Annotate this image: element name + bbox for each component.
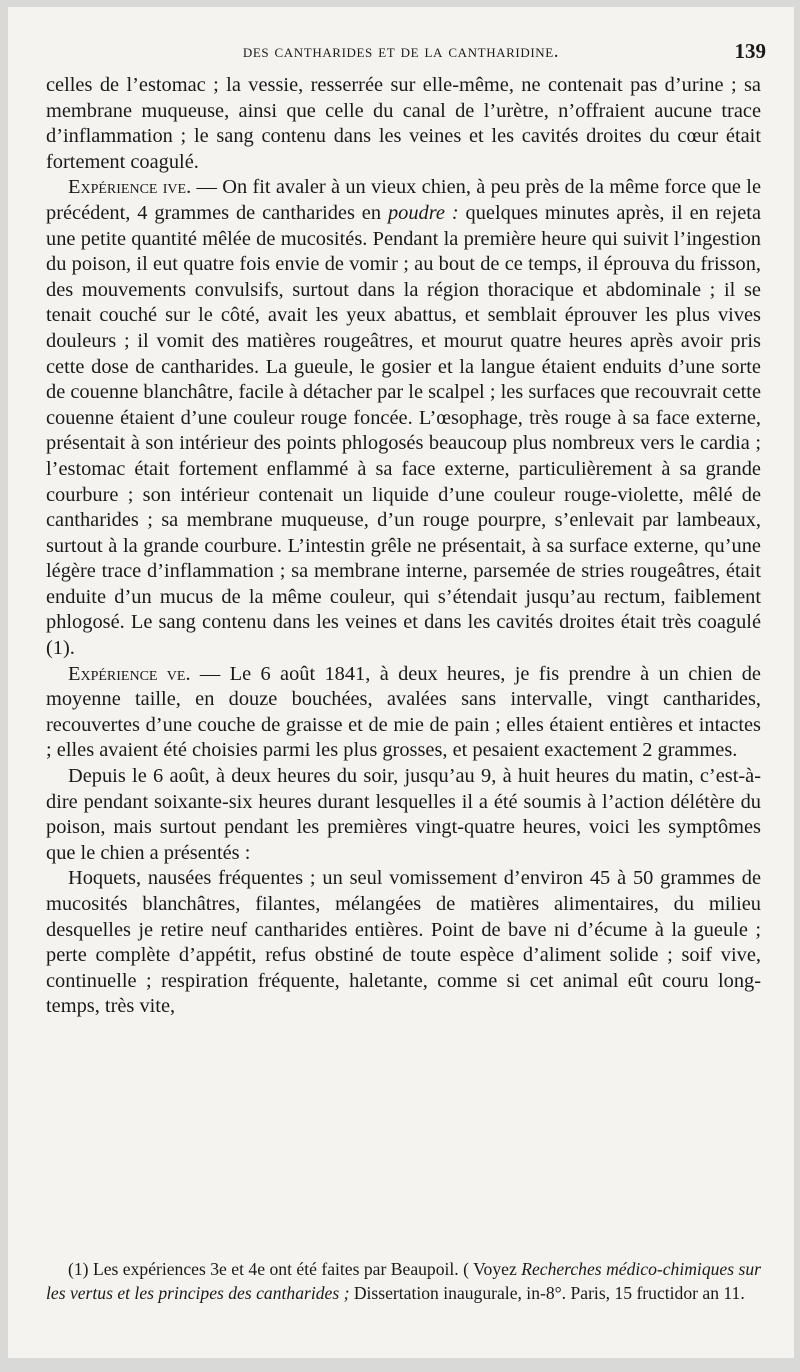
footnote-text-a: (1) Les expériences 3e et 4e ont été faites par Beaupoil. ( Voyez — [68, 1259, 522, 1279]
running-title: des cantharides et de la cantharidine. — [242, 41, 560, 62]
paragraph-symptoms-intro: Depuis le 6 août, à deux heures du soir, jusqu’au 9, à huit heures du matin, c’est-à-dire pendant soixante-six heures durant lesquelles il a été soumis à l’action délétère du poison, mais surtout pendant les premières vingt-quatre heures, voici les symptômes que le chien a présentés : — [46, 765, 761, 864]
footnote-1 — [46, 1257, 761, 1305]
experience-4-text-b: quelques minutes après, il en rejeta une petite quantité mêlée de mucosités. Pendant la première heure qui suivit l’ingestion du poison, il eut quatre fois envie de vomir ; au bout de ce temps, il éprouva du frisson, des mouvements convulsifs, surtout dans la région thoracique et abdominale ; il se tenait couché sur le côté, avait les yeux abattus, et semblait éprouver les plus vives douleurs ; il vomit des matières rougeâtres, et mourut quatre heures après avoir pris cette dose de cantharides. La gueule, le gosier et la langue étaient enduits d’une sorte de couenne blanchâtre, facile à détacher par le scalpel ; les surfaces que recouvrait cette couenne étaient d’une couleur rouge foncée. L’œsophage, très rouge à sa face externe, présentait à son intérieur des points phlogosés beaucoup plus nombreux vers le cardia ; l’estomac était fortement enflammé à sa face externe, particulièrement à sa grande courbure ; son intérieur contenait un liquide d’une couleur rouge-violette, mêlé de cantharides ; sa membrane muqueuse, d’un rouge pourpre, s’enlevait par lambeaux, surtout à la grande courbure. L’intestin grêle ne présentait, à sa surface externe, qu’une légère trace d’inflammation ; sa membrane interne, parsemée de stries rougeâtres, était enduite d’un mucus de la même couleur, qui s’étendait jusqu’au rectum, faiblement phlogosé. Le sang contenu dans les veines et dans les cavités droites était très coagulé (1). — [46, 201, 762, 660]
footnote-title: Recherches médico-chimiques sur les vertus et les principes des cantharides ; — [46, 1259, 761, 1303]
page-number: 139 — [734, 39, 766, 63]
body-text — [46, 73, 761, 1020]
paragraph-experience-4 — [46, 175, 761, 661]
experience-4-label: Expérience ive. — [68, 176, 192, 199]
experience-5-text: — Le 6 août 1841, à deux heures, je fis prendre à un chien de moyenne taille, en douze bouchées, avalées sans intervalle, vingt cantharides, recouvertes d’une couche de graisse et de mie de pain ; elles étaient entières et intactes ; elles avaient été choisies parmi les plus grosses, et pesaient exactement 2 grammes. — [46, 662, 761, 762]
experience-4-emphasis: poudre : — [387, 201, 459, 224]
book-page — [8, 7, 794, 1358]
experience-4-text-a: — On fit avaler à un vieux chien, à peu près de la même force que le précédent, 4 grammes de cantharides en — [46, 176, 762, 224]
paragraph-continuation: celles de l’estomac ; la vessie, resserrée sur elle-même, ne contenait pas d’urine ; sa membrane muqueuse, ainsi que celle du canal de l’urètre, n’offraient aucune trace d’inflammation ; le sang contenu dans les veines et les cavités droites du cœur était fortement coagulé. — [46, 74, 761, 173]
experience-5-label: Expérience ve. — [68, 662, 191, 685]
paragraph-symptoms: Hoquets, nausées fréquentes ; un seul vomissement d’environ 45 à 50 grammes de mucosités blanchâtres, filantes, mélangées de matières alimentaires, du milieu desquelles je retire neuf cantharides entières. Point de bave ni d’écume à la gueule ; perte complète d’appétit, refus obstiné de toute espèce d’aliment solide ; soif vive, continuelle ; respiration fréquente, haletante, comme si cet animal eût couru long-temps, très vite, — [46, 867, 761, 1018]
footnote-text-b: Dissertation inaugurale, in-8°. Paris, 15 fructidor an 11. — [349, 1283, 745, 1303]
page-header — [8, 41, 794, 71]
paragraph-experience-5 — [46, 662, 761, 764]
footnote — [46, 1257, 761, 1305]
